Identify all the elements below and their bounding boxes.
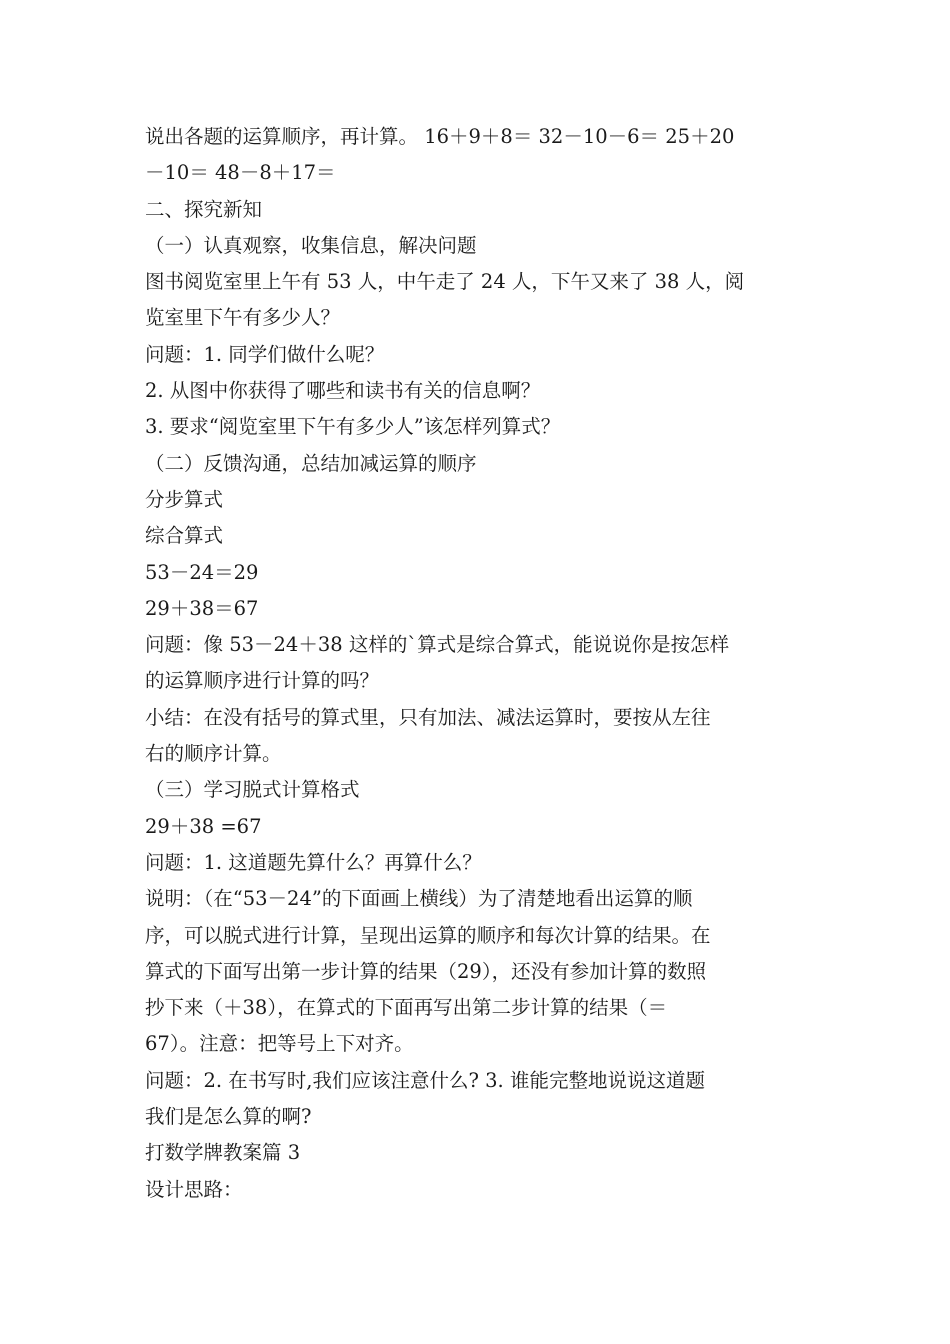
text-line: 览室里下午有多少人？ [145, 306, 341, 330]
text-line: 说出各题的运算顺序，再计算。 16＋9＋8＝ 32－10－6＝ 25＋20 [145, 125, 735, 148]
text-line: 问题：1. 同学们做什么呢？ [145, 342, 385, 366]
text-line: 小结：在没有括号的算式里，只有加法、减法运算时，要按从左往 [145, 705, 711, 729]
text-line: 说明：（在“53－24”的下面画上横线）为了清楚地看出运算的顺 [145, 887, 693, 911]
text-line: 2. 从图中你获得了哪些和读书有关的信息啊？ [145, 379, 541, 403]
text-line: 问题：像 53－24＋38 这样的`算式是综合算式，能说说你是按怎样 [145, 633, 730, 657]
text-line: 综合算式 [145, 524, 224, 548]
subsection-heading: （二）反馈沟通，总结加减运算的顺序 [145, 451, 477, 475]
text-line: 我们是怎么算的啊? [145, 1105, 312, 1129]
subsection-heading: （一）认真观察，收集信息，解决问题 [145, 233, 477, 257]
text-line: 问题：2. 在书写时,我们应该注意什么? 3. 谁能完整地说说这道题 [145, 1068, 705, 1092]
equation-line: 29＋38＝67 [145, 596, 259, 620]
text-line: 右的顺序计算。 [145, 742, 282, 766]
text-line: 的运算顺序进行计算的吗？ [145, 669, 380, 693]
text-line: 设计思路： [145, 1177, 243, 1201]
section-heading: 打数学牌教案篇 3 [145, 1141, 301, 1165]
text-line: 算式的下面写出第一步计算的结果（29），还没有参加计算的数照 [145, 959, 707, 983]
subsection-heading: （三）学习脱式计算格式 [145, 778, 360, 802]
text-line: 抄下来（＋38），在算式的下面再写出第二步计算的结果（＝ [145, 996, 668, 1020]
section-heading: 二、探究新知 [145, 197, 263, 221]
text-line: 67）。注意：把等号上下对齐。 [145, 1032, 414, 1056]
text-line: 序，可以脱式进行计算，呈现出运算的顺序和每次计算的结果。在 [145, 923, 711, 947]
equation-line: 53－24＝29 [145, 560, 259, 584]
text-line: 问题：1. 这道题先算什么？再算什么？ [145, 850, 482, 874]
text-line: －10＝ 48－8＋17＝ [145, 161, 336, 185]
document-body [145, 119, 807, 1208]
text-line: 3. 要求“阅览室里下午有多少人”该怎样列算式？ [145, 415, 561, 439]
equation-line: 29＋38 =67 [145, 814, 262, 838]
text-line: 图书阅览室里上午有 53 人，中午走了 24 人，下午又来了 38 人，阅 [145, 270, 745, 294]
text-line: 分步算式 [145, 487, 224, 511]
